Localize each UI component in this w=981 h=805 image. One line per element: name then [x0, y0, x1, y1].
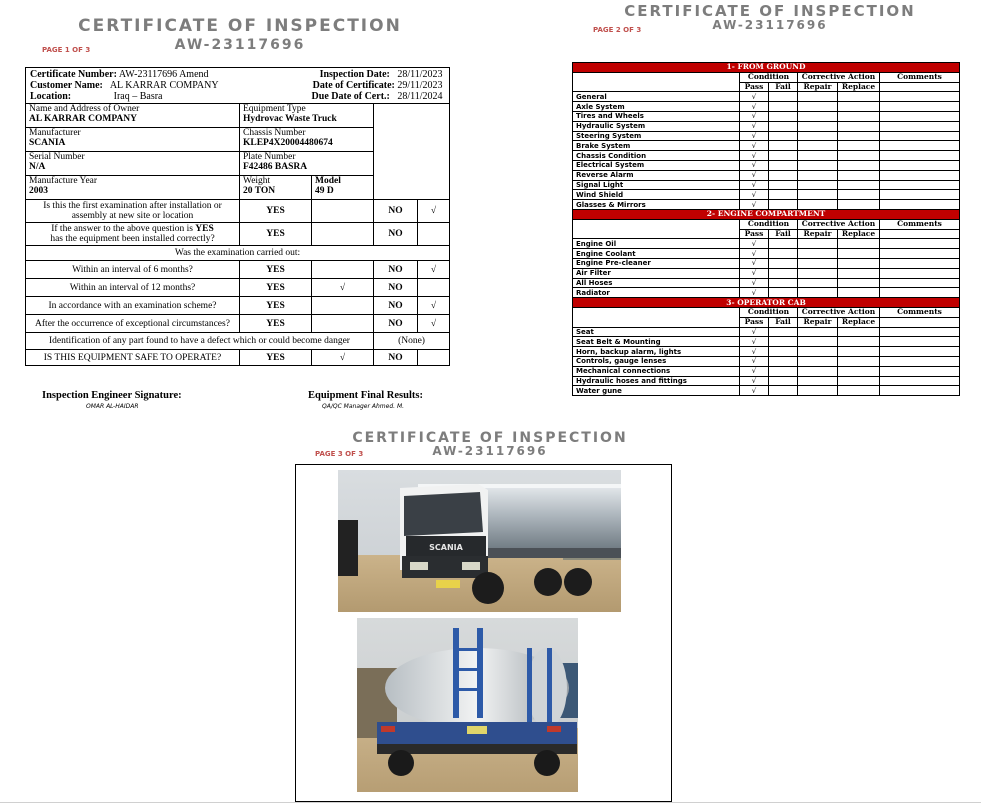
- checklist-item-row: [573, 239, 960, 249]
- checklist-empty-cell: [798, 278, 838, 288]
- checklist-item-label: Air Filter: [573, 268, 740, 278]
- checklist-section-title: 1- FROM GROUND: [573, 63, 960, 73]
- rscheme-no: NO: [374, 297, 418, 315]
- checklist-empty-cell: [798, 111, 838, 121]
- checklist-pass-check: √: [740, 131, 769, 141]
- q2-no: NO: [374, 223, 418, 246]
- checklist-item-label: Electrical System: [573, 160, 740, 170]
- checklist-empty-cell: [798, 288, 838, 298]
- col-pass: Pass: [740, 317, 769, 327]
- q2-text: If the answer to the above question is YES has the equipment been installed correctly?: [26, 223, 240, 246]
- col-fail: Fail: [769, 229, 798, 239]
- cert-number-label: Certificate Number:: [30, 69, 117, 80]
- checklist-empty-cell: [798, 366, 838, 376]
- checklist-pass-check: √: [740, 386, 769, 396]
- checklist-empty-cell: [798, 102, 838, 112]
- col-condition: Condition: [740, 72, 798, 82]
- checklist-pass-check: √: [740, 347, 769, 357]
- checklist-empty-cell: [769, 278, 798, 288]
- rexcept-text: After the occurrence of exceptional circumstances?: [26, 315, 240, 333]
- checklist-empty-cell: [880, 141, 960, 151]
- checklist-empty-cell: [769, 180, 798, 190]
- checklist-empty-cell: [880, 180, 960, 190]
- rscheme-yes: YES: [240, 297, 312, 315]
- checklist-empty-cell: [798, 347, 838, 357]
- checklist-empty-cell: [838, 258, 880, 268]
- checklist-item-row: [573, 141, 960, 151]
- checklist-empty-cell: [769, 347, 798, 357]
- r12-yes: YES: [240, 279, 312, 297]
- plate-label: Plate Number: [243, 152, 296, 162]
- checklist-empty-cell: [798, 121, 838, 131]
- page3-page-label: PAGE 3 OF 3: [315, 450, 364, 458]
- equipment-type-label: Equipment Type: [243, 104, 306, 114]
- checklist-empty-cell: [880, 111, 960, 121]
- checklist-pass-check: √: [740, 200, 769, 210]
- checklist-empty-cell: [838, 160, 880, 170]
- truck-rear-illustration: [357, 618, 578, 792]
- checklist-pass-check: √: [740, 160, 769, 170]
- rexcept-no: NO: [374, 315, 418, 333]
- checklist-empty-cell: [769, 111, 798, 121]
- col-corrective: Corrective Action: [798, 307, 880, 317]
- checklist-empty-cell: [838, 121, 880, 131]
- checklist-pass-check: √: [740, 356, 769, 366]
- checklist-pass-check: √: [740, 278, 769, 288]
- checklist-item-label: Radiator: [573, 288, 740, 298]
- checklist-empty-cell: [838, 151, 880, 161]
- page2-title: CERTIFICATE OF INSPECTION: [624, 2, 916, 20]
- checklist-empty-cell: [880, 386, 960, 396]
- final-results-name: QA/QC Manager Ahmed. M.: [322, 403, 405, 410]
- page2-page-label: PAGE 2 OF 3: [593, 26, 642, 34]
- checklist-pass-check: √: [740, 190, 769, 200]
- checklist-empty-cell: [838, 376, 880, 386]
- checklist-empty-cell: [798, 239, 838, 249]
- manufacturer-label: Manufacturer: [29, 128, 81, 138]
- checklist-pass-check: √: [740, 239, 769, 249]
- checklist-empty-cell: [838, 92, 880, 102]
- col-comments: Comments: [880, 307, 960, 317]
- checklist-empty-cell: [838, 249, 880, 259]
- checklist-empty-cell: [880, 366, 960, 376]
- checklist-item-row: [573, 121, 960, 131]
- checklist-empty-cell: [798, 200, 838, 210]
- location-value: Iraq – Basra: [113, 91, 163, 102]
- checklist-empty-cell: [769, 131, 798, 141]
- r6-text: Within an interval of 6 months?: [26, 261, 240, 279]
- checklist-empty-cell: [838, 190, 880, 200]
- date-cert-label: Date of Certificate:: [312, 80, 395, 91]
- checklist-item-row: [573, 170, 960, 180]
- rexcept-yes: YES: [240, 315, 312, 333]
- checklist-empty-cell: [798, 190, 838, 200]
- checklist-item-label: Water gune: [573, 386, 740, 396]
- checklist-pass-check: √: [740, 258, 769, 268]
- checklist-empty-cell: [838, 268, 880, 278]
- truck-brand-label: SCANIA: [429, 543, 463, 552]
- defect-none: (None): [374, 333, 450, 350]
- checklist-item-row: [573, 258, 960, 268]
- checklist-empty-cell: [880, 190, 960, 200]
- checklist-empty-cell: [798, 141, 838, 151]
- checklist-empty-cell: [769, 121, 798, 131]
- checklist-empty-cell: [769, 288, 798, 298]
- checklist-item-row: [573, 200, 960, 210]
- safe-yes: YES: [240, 350, 312, 366]
- checklist-empty-cell: [769, 268, 798, 278]
- chassis-label: Chassis Number: [243, 128, 306, 138]
- checklist-item-label: Signal Light: [573, 180, 740, 190]
- truck-rear-photo: [357, 618, 578, 792]
- customer-label: Customer Name:: [30, 80, 103, 91]
- col-comments-empty: [880, 229, 960, 239]
- col-repair: Repair: [798, 317, 838, 327]
- year-value: 2003: [29, 186, 48, 196]
- col-comments-empty: [880, 82, 960, 92]
- checklist-item-row: [573, 337, 960, 347]
- checklist-empty-cell: [769, 200, 798, 210]
- checklist-empty-cell: [769, 386, 798, 396]
- location-label: Location:: [30, 91, 72, 102]
- page1-inspection-table: [25, 67, 450, 366]
- checklist-empty-cell: [838, 356, 880, 366]
- checklist-section-title: 2- ENGINE COMPARTMENT: [573, 209, 960, 219]
- checklist-header-row: [573, 307, 960, 317]
- checklist-empty-cell: [769, 356, 798, 366]
- page2-cert-number: AW-23117696: [712, 18, 828, 32]
- checklist-item-label: Brake System: [573, 141, 740, 151]
- checklist-empty-cell: [880, 376, 960, 386]
- checklist-section-row: [573, 209, 960, 219]
- equipment-type-value: Hydrovac Waste Truck: [243, 114, 337, 124]
- checklist-empty-cell: [769, 337, 798, 347]
- checklist-item-label: Horn, backup alarm, lights: [573, 347, 740, 357]
- date-cert-value: 29/11/2023: [397, 80, 443, 91]
- checklist-empty-cell: [769, 141, 798, 151]
- checklist-empty-cell: [880, 239, 960, 249]
- checklist-pass-check: √: [740, 111, 769, 121]
- checklist-empty-cell: [880, 268, 960, 278]
- page1-page-label: PAGE 1 OF 3: [42, 46, 91, 54]
- checklist-empty-cell: [880, 151, 960, 161]
- page-bottom-line: [0, 802, 981, 803]
- checklist-pass-check: √: [740, 180, 769, 190]
- checklist-empty-cell: [798, 258, 838, 268]
- checklist-empty-cell: [769, 239, 798, 249]
- checklist-item-label: Hydraulic hoses and fittings: [573, 376, 740, 386]
- safe-text: IS THIS EQUIPMENT SAFE TO OPERATE?: [26, 350, 240, 366]
- q1-no: NO: [374, 200, 418, 223]
- checklist-empty-cell: [798, 327, 838, 337]
- checklist-empty-cell: [880, 249, 960, 259]
- col-condition: Condition: [740, 219, 798, 229]
- checklist-empty-cell: [798, 151, 838, 161]
- truck-front-illustration: [338, 470, 621, 612]
- serial-label: Serial Number: [29, 152, 85, 162]
- rexcept-check: √: [418, 315, 450, 333]
- checklist-item-row: [573, 376, 960, 386]
- checklist-pass-check: √: [740, 288, 769, 298]
- checklist-empty-cell: [838, 170, 880, 180]
- defect-text: Identification of any part found to have a defect which or could become danger: [26, 333, 374, 350]
- col-corrective: Corrective Action: [798, 219, 880, 229]
- checklist-pass-check: √: [740, 170, 769, 180]
- checklist-empty-cell: [769, 102, 798, 112]
- r6-yes: YES: [240, 261, 312, 279]
- col-fail: Fail: [769, 317, 798, 327]
- checklist-item-label: Mechanical connections: [573, 366, 740, 376]
- checklist-empty-cell: [880, 200, 960, 210]
- owner-value: AL KARRAR COMPANY: [29, 114, 138, 124]
- col-comments: Comments: [880, 72, 960, 82]
- checklist-item-label: All Hoses: [573, 278, 740, 288]
- q1-text: Is this the first examination after installation or assembly at new site or location: [26, 200, 240, 223]
- col-replace: Replace: [838, 229, 880, 239]
- col-replace: Replace: [838, 317, 880, 327]
- checklist-pass-check: √: [740, 141, 769, 151]
- checklist-empty-cell: [769, 249, 798, 259]
- col-replace: Replace: [838, 82, 880, 92]
- rscheme-check: √: [418, 297, 450, 315]
- checklist-item-row: [573, 347, 960, 357]
- checklist-pass-check: √: [740, 92, 769, 102]
- checklist-empty-cell: [769, 327, 798, 337]
- checklist-empty-cell: [798, 160, 838, 170]
- checklist-empty-cell: [880, 170, 960, 180]
- checklist-empty-cell: [880, 258, 960, 268]
- checklist-empty-cell: [880, 92, 960, 102]
- checklist-pass-check: √: [740, 376, 769, 386]
- checklist-item-row: [573, 249, 960, 259]
- weight-label: Weight: [243, 176, 271, 186]
- checklist-empty-cell: [769, 366, 798, 376]
- q2-yes: YES: [240, 223, 312, 246]
- checklist-pass-check: √: [740, 327, 769, 337]
- checklist-item-label: Glasses & Mirrors: [573, 200, 740, 210]
- safe-check: √: [312, 350, 374, 366]
- checklist-empty-cell: [798, 268, 838, 278]
- checklist-empty-cell: [880, 278, 960, 288]
- checklist-empty-cell: [838, 347, 880, 357]
- checklist-section-title: 3- OPERATOR CAB: [573, 298, 960, 308]
- col-fail: Fail: [769, 82, 798, 92]
- checklist-item-row: [573, 131, 960, 141]
- checklist-empty-cell: [838, 327, 880, 337]
- checklist-item-label: Tires and Wheels: [573, 111, 740, 121]
- checklist-empty-cell: [838, 131, 880, 141]
- checklist-header-row: [573, 72, 960, 82]
- checklist-empty-cell: [880, 327, 960, 337]
- r12-text: Within an interval of 12 months?: [26, 279, 240, 297]
- checklist-section-row: [573, 63, 960, 73]
- checklist-empty-cell: [838, 366, 880, 376]
- checklist-empty-cell: [880, 347, 960, 357]
- checklist-empty-cell: [880, 131, 960, 141]
- checklist-item-row: [573, 288, 960, 298]
- r6-no: NO: [374, 261, 418, 279]
- checklist-item-label: General: [573, 92, 740, 102]
- checklist-item-label: Seat: [573, 327, 740, 337]
- checklist-empty-cell: [838, 102, 880, 112]
- plate-value: F42486 BASRA: [243, 162, 308, 172]
- model-label: Model: [315, 176, 341, 186]
- r6-check: √: [418, 261, 450, 279]
- checklist-empty-cell: [838, 278, 880, 288]
- checklist-empty-cell: [880, 102, 960, 112]
- col-condition: Condition: [740, 307, 798, 317]
- checklist-item-row: [573, 180, 960, 190]
- checklist-empty-cell: [838, 288, 880, 298]
- cert-number-value: AW-23117696 Amend: [118, 69, 209, 80]
- owner-label: Name and Address of Owner: [29, 104, 140, 114]
- year-label: Manufacture Year: [29, 176, 98, 186]
- checklist-empty-cell: [798, 356, 838, 366]
- due-date-value: 28/11/2024: [397, 91, 443, 102]
- q1-check: √: [418, 200, 450, 223]
- checklist-empty-cell: [880, 160, 960, 170]
- serial-value: N/A: [29, 162, 46, 172]
- checklist-empty-cell: [798, 131, 838, 141]
- checklist-pass-check: √: [740, 249, 769, 259]
- checklist-pass-check: √: [740, 366, 769, 376]
- checklist-item-label: Engine Pre-cleaner: [573, 258, 740, 268]
- was-carried-out: Was the examination carried out:: [26, 246, 450, 261]
- checklist-item-row: [573, 151, 960, 161]
- checklist-item-label: Reverse Alarm: [573, 170, 740, 180]
- checklist-empty-cell: [880, 356, 960, 366]
- checklist-pass-check: √: [740, 151, 769, 161]
- customer-value: AL KARRAR COMPANY: [109, 80, 219, 91]
- checklist-empty-cell: [838, 239, 880, 249]
- checklist-item-row: [573, 92, 960, 102]
- model-value: 49 D: [315, 186, 334, 196]
- checklist-header-empty: [573, 219, 740, 239]
- checklist-item-row: [573, 278, 960, 288]
- col-corrective: Corrective Action: [798, 72, 880, 82]
- rscheme-text: In accordance with an examination scheme?: [26, 297, 240, 315]
- checklist-item-label: Seat Belt & Mounting: [573, 337, 740, 347]
- safe-no: NO: [374, 350, 418, 366]
- inspection-date-label: Inspection Date:: [319, 69, 390, 80]
- col-pass: Pass: [740, 82, 769, 92]
- checklist-empty-cell: [798, 170, 838, 180]
- page3-cert-number: AW-23117696: [432, 444, 548, 458]
- checklist-item-label: Engine Oil: [573, 239, 740, 249]
- checklist-empty-cell: [798, 249, 838, 259]
- final-results-label: Equipment Final Results:: [308, 390, 423, 401]
- checklist-item-label: Steering System: [573, 131, 740, 141]
- col-comments: Comments: [880, 219, 960, 229]
- checklist-header-empty: [573, 307, 740, 327]
- engineer-signature-label: Inspection Engineer Signature:: [42, 390, 182, 401]
- checklist-empty-cell: [798, 376, 838, 386]
- checklist-item-row: [573, 366, 960, 376]
- checklist-item-row: [573, 190, 960, 200]
- checklist-item-row: [573, 356, 960, 366]
- truck-front-photo: [338, 470, 621, 612]
- engineer-signature-name: OMAR AL-HAIDAR: [86, 403, 139, 410]
- page1-cert-number: AW-23117696: [174, 37, 306, 53]
- r12-check: √: [312, 279, 374, 297]
- chassis-value: KLEP4X20004480674: [243, 138, 333, 148]
- checklist-empty-cell: [798, 180, 838, 190]
- inspection-date-value: 28/11/2023: [397, 69, 443, 80]
- checklist-item-row: [573, 102, 960, 112]
- checklist-item-row: [573, 386, 960, 396]
- checklist-pass-check: √: [740, 268, 769, 278]
- checklist-empty-cell: [798, 92, 838, 102]
- checklist-pass-check: √: [740, 102, 769, 112]
- checklist-empty-cell: [838, 337, 880, 347]
- checklist-header-row: [573, 219, 960, 229]
- checklist-item-label: Wind Shield: [573, 190, 740, 200]
- checklist-empty-cell: [769, 258, 798, 268]
- r12-no: NO: [374, 279, 418, 297]
- checklist-item-row: [573, 327, 960, 337]
- col-repair: Repair: [798, 82, 838, 92]
- page2-checklist-table: [572, 62, 960, 396]
- checklist-empty-cell: [838, 386, 880, 396]
- checklist-empty-cell: [769, 151, 798, 161]
- checklist-empty-cell: [769, 92, 798, 102]
- checklist-empty-cell: [838, 141, 880, 151]
- checklist-pass-check: √: [740, 337, 769, 347]
- checklist-empty-cell: [838, 180, 880, 190]
- checklist-item-row: [573, 111, 960, 121]
- checklist-empty-cell: [798, 337, 838, 347]
- checklist-empty-cell: [769, 170, 798, 180]
- col-repair: Repair: [798, 229, 838, 239]
- checklist-empty-cell: [769, 160, 798, 170]
- checklist-empty-cell: [769, 376, 798, 386]
- page1-title: CERTIFICATE OF INSPECTION: [78, 16, 402, 36]
- page3-title: CERTIFICATE OF INSPECTION: [352, 430, 628, 446]
- checklist-item-label: Engine Coolant: [573, 249, 740, 259]
- checklist-item-label: Axle System: [573, 102, 740, 112]
- checklist-empty-cell: [838, 200, 880, 210]
- checklist-empty-cell: [798, 386, 838, 396]
- checklist-item-label: Controls, gauge lenses: [573, 356, 740, 366]
- checklist-item-label: Hydraulic System: [573, 121, 740, 131]
- checklist-item-row: [573, 268, 960, 278]
- col-comments-empty: [880, 317, 960, 327]
- checklist-empty-cell: [769, 190, 798, 200]
- checklist-pass-check: √: [740, 121, 769, 131]
- checklist-empty-cell: [838, 111, 880, 121]
- col-pass: Pass: [740, 229, 769, 239]
- manufacturer-value: SCANIA: [29, 138, 66, 148]
- checklist-empty-cell: [880, 288, 960, 298]
- checklist-item-row: [573, 160, 960, 170]
- weight-value: 20 TON: [243, 186, 276, 196]
- checklist-empty-cell: [880, 121, 960, 131]
- due-date-label: Due Date of Cert.:: [311, 91, 390, 102]
- q1-yes: YES: [240, 200, 312, 223]
- checklist-section-row: [573, 298, 960, 308]
- checklist-empty-cell: [880, 337, 960, 347]
- checklist-header-empty: [573, 72, 740, 92]
- checklist-item-label: Chassis Condition: [573, 151, 740, 161]
